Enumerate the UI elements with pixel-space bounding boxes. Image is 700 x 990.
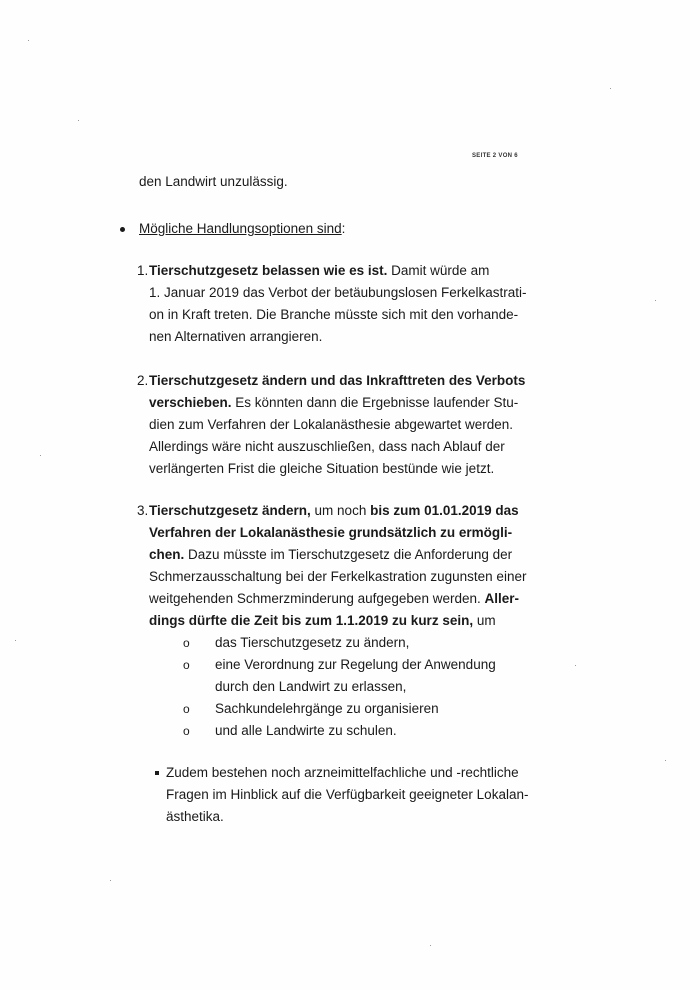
final-line3: ästhetika. <box>166 809 224 824</box>
option3-rest6: um <box>473 613 496 628</box>
option2-line3: dien zum Verfahren der Lokalanästhesie abgewartet werden. <box>149 417 513 432</box>
option2-rest: Es könnten dann die Ergebnisse laufender Stu- <box>231 395 519 410</box>
option3-line4: Schmerzausschaltung bei der Ferkelkastration zugunsten einer <box>149 569 527 584</box>
scan-speck <box>430 945 431 946</box>
option1-rest: Damit würde am <box>387 263 490 278</box>
scan-speck <box>575 665 576 666</box>
option-number: 3. <box>137 503 149 518</box>
option3-rest3: Dazu müsste im Tierschutzgesetz die Anforderung der <box>184 547 513 562</box>
option2-line4: Allerdings wäre nicht auszuschließen, dass nach Ablauf der <box>149 439 505 454</box>
final-line1: Zudem bestehen noch arzneimittelfachliche und -rechtliche <box>166 765 519 780</box>
final-line2: Fragen im Hinblick auf die Verfügbarkeit geeigneter Lokalan- <box>166 787 529 802</box>
options-heading-colon: : <box>341 221 346 236</box>
option2-line1: Tierschutzgesetz ändern und das Inkrafttreten des Verbots <box>149 373 526 388</box>
option-number: 1. <box>137 263 149 278</box>
option2-bold: verschieben. <box>149 395 232 410</box>
sub-bullet-icon: o <box>183 658 190 672</box>
sub-item: das Tierschutzgesetz zu ändern, <box>215 635 410 650</box>
option1-line4: nen Alternativen arrangieren. <box>149 329 323 344</box>
sub-item: eine Verordnung zur Regelung der Anwendung <box>215 657 496 672</box>
sub-bullet-icon: o <box>183 636 190 650</box>
option3-line1 <box>149 500 519 522</box>
scan-speck <box>78 120 79 121</box>
sub-bullet-icon: o <box>183 724 190 738</box>
scan-speck <box>15 640 16 641</box>
scan-speck <box>665 760 666 761</box>
scan-speck <box>110 880 111 881</box>
option3-bold2: bis zum 01.01.2019 das <box>370 503 519 518</box>
sub-item: Sachkundelehrgänge zu organisieren <box>215 701 439 716</box>
option3-rest5: weitgehenden Schmerzminderung aufgegeben werden. <box>149 591 485 606</box>
option1-line3: on in Kraft treten. Die Branche müsste sich mit den vorhande- <box>149 307 519 322</box>
option1-line2: 1. Januar 2019 das Verbot der betäubungslosen Ferkelkastrati- <box>149 285 527 300</box>
option3-bold: Tierschutzgesetz ändern, <box>149 503 311 518</box>
options-heading <box>139 218 345 240</box>
options-heading-text: Mögliche Handlungsoptionen sind <box>139 221 342 236</box>
page-number: SEITE 2 VON 6 <box>472 153 518 159</box>
option1-bold: Tierschutzgesetz belassen wie es ist. <box>149 263 388 278</box>
option2-line2 <box>149 392 518 414</box>
option3-mid: um noch <box>310 503 371 518</box>
sub-bullet-icon: o <box>183 702 190 716</box>
scan-speck <box>28 40 29 41</box>
bullet-icon <box>120 227 125 232</box>
square-bullet-icon <box>155 771 159 775</box>
option3-line5 <box>149 588 519 610</box>
scan-speck <box>610 88 611 89</box>
option2-line5: verlängerten Frist die gleiche Situation bestünde wie jetzt. <box>149 461 495 476</box>
option3-bold3: chen. <box>149 547 185 562</box>
sub-item: und alle Landwirte zu schulen. <box>215 723 397 738</box>
option1-line1 <box>149 260 489 282</box>
option3-line3 <box>149 544 512 566</box>
option3-bold6: dings dürfte die Zeit bis zum 1.1.2019 zu kurz sein, <box>149 613 474 628</box>
option3-line2: Verfahren der Lokalanästhesie grundsätzlich zu ermögli- <box>149 525 513 540</box>
option3-line6 <box>149 610 496 632</box>
intro-line: den Landwirt unzulässig. <box>139 174 288 189</box>
scan-speck <box>40 455 41 456</box>
option-number: 2. <box>137 373 149 388</box>
scan-speck <box>655 300 656 301</box>
option3-bold5: Aller- <box>484 591 519 606</box>
sub-item-continuation: durch den Landwirt zu erlassen, <box>215 679 407 694</box>
